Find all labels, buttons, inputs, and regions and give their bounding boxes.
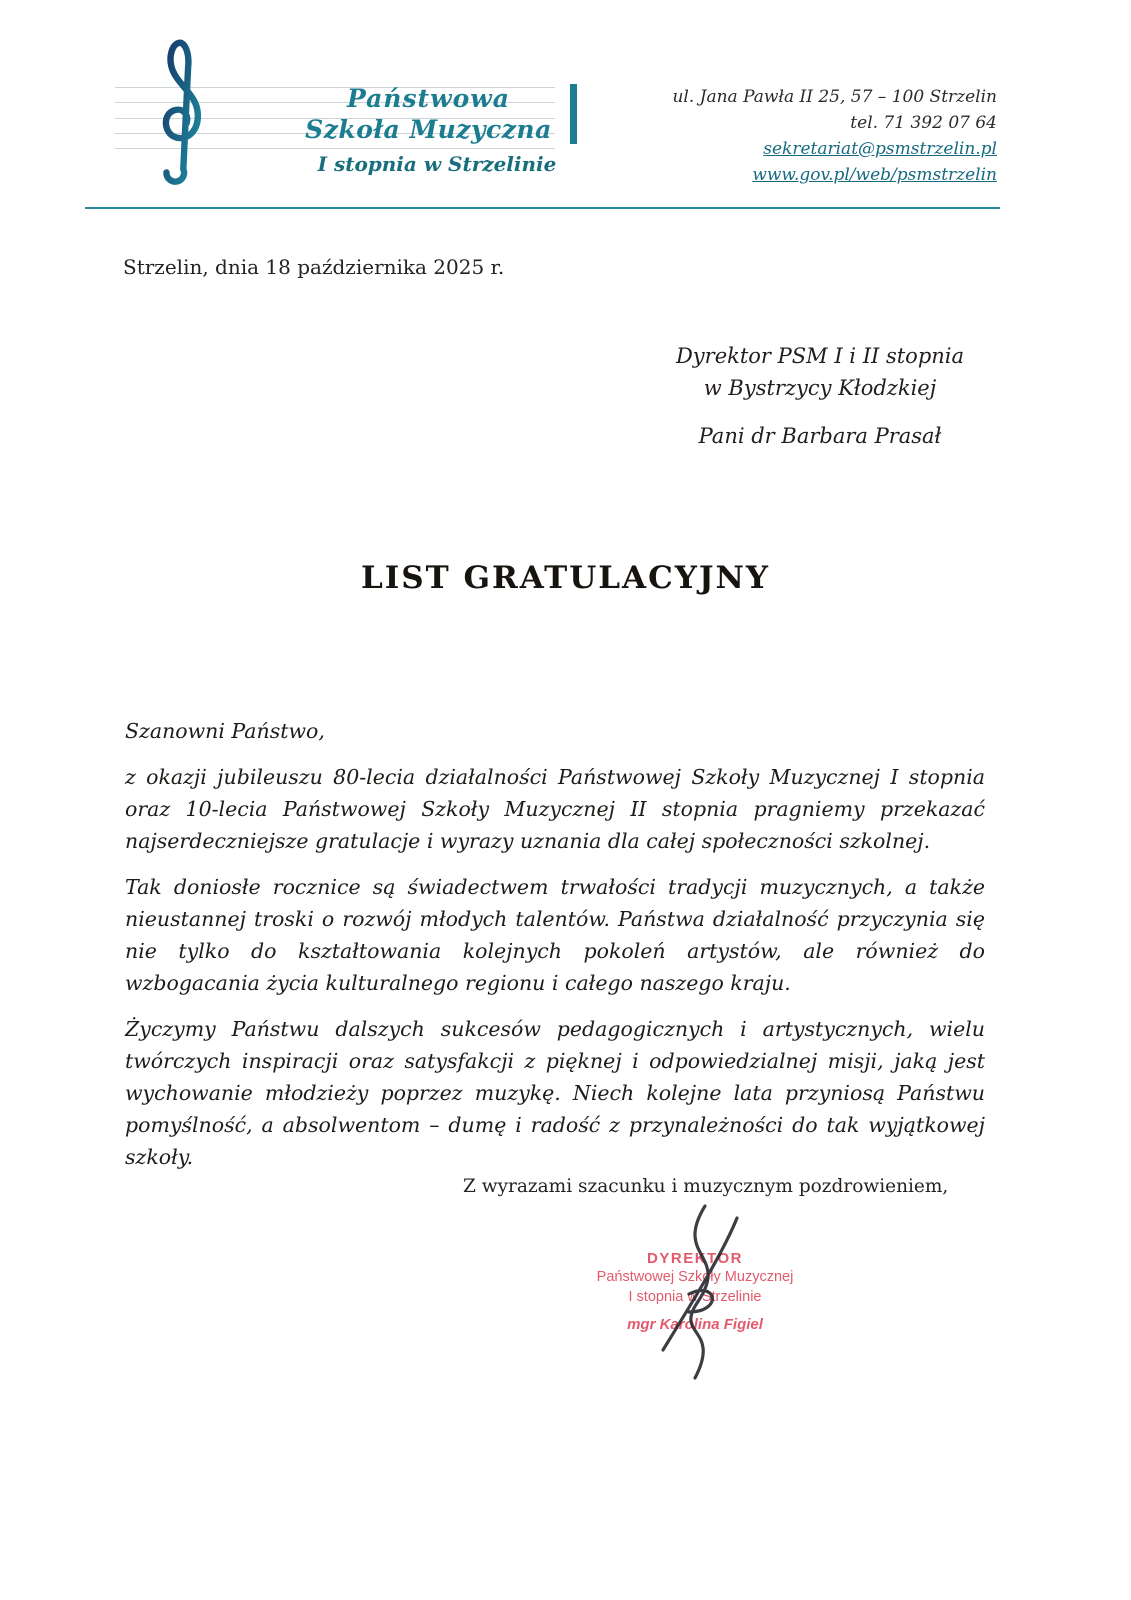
phone-line: tel. 71 392 07 64 [850,113,997,133]
website-link[interactable]: www.gov.pl/web/psmstrzelin [752,165,997,185]
school-name-line1: Państwowa [346,84,511,113]
salutation: Szanowni Państwo, [125,719,325,743]
paragraph-2: Tak doniosłe rocznice są świadectwem trwałości tradycji muzycznych, a także nieustannej troski o rozwój młodych talentów. Państwa działalność przyczynia się nie tylko do kształtowania kolejnych pokoleń artystów, ale również do wzbogacania życia kulturalnego regionu i całego naszego kraju. [125,875,985,995]
school-name-line2: Szkoła Muzyczna [305,115,552,144]
school-name-line3: I stopnia w Strzelinie [317,152,557,176]
letter-body [125,715,985,1187]
recipient-line2: w Bystrzycy Kłodzkiej [703,376,937,400]
address-line: ul. Jana Pawła II 25, 57 – 100 Strzelin [672,87,997,107]
handwritten-signature [635,1198,765,1388]
stamp-title: DYREKTOR [647,1250,743,1267]
paragraph-3: Życzymy Państwu dalszych sukcesów pedagogicznych i artystycznych, wielu twórczych inspiracji oraz satysfakcji z pięknej i odpowiedzialnej misji, jaką jest wychowanie młodzieży poprzez muzykę. Niech kolejne lata przyniosą Państwu pomyślność, a absolwentom – dumę i radość z przynależności do tak wyjątkowej szkoły. [125,1017,985,1169]
letterhead [85,32,997,197]
letter-title: LIST GRATULACYJNY [360,560,771,596]
closing-line: Z wyrazami szacunku i muzycznym pozdrowieniem, [463,1176,949,1197]
paragraph-1: z okazji jubileuszu 80-lecia działalności Państwowej Szkoły Muzycznej I stopnia oraz 10-lecia Państwowej Szkoły Muzycznej II stopnia pragniemy przekazać najserdeczniejsze gratulacje i wyrazy uznania dla całej społeczności szkolnej. [125,765,985,853]
treble-clef-icon [130,34,235,194]
stamp-director-name: mgr Karolina Figiel [627,1316,763,1333]
school-name [297,84,577,176]
school-logo-block [85,32,585,197]
recipient-line1: Dyrektor PSM I i II stopnia [675,344,965,368]
stamp-school-line2: I stopnia w Strzelinie [628,1289,762,1305]
recipient-name: Pani dr Barbara Prasał [698,424,942,448]
brand-divider-bar [570,84,577,144]
dateline: Strzelin, dnia 18 października 2025 r. [123,255,505,279]
contact-block [672,84,997,197]
signature-area [540,1198,850,1398]
stamp-school-line1: Państwowej Szkoły Muzycznej [596,1269,794,1285]
email-link[interactable]: sekretariat@psmstrzelin.pl [763,139,997,159]
recipient-block [655,340,985,452]
header-divider [85,207,1000,209]
